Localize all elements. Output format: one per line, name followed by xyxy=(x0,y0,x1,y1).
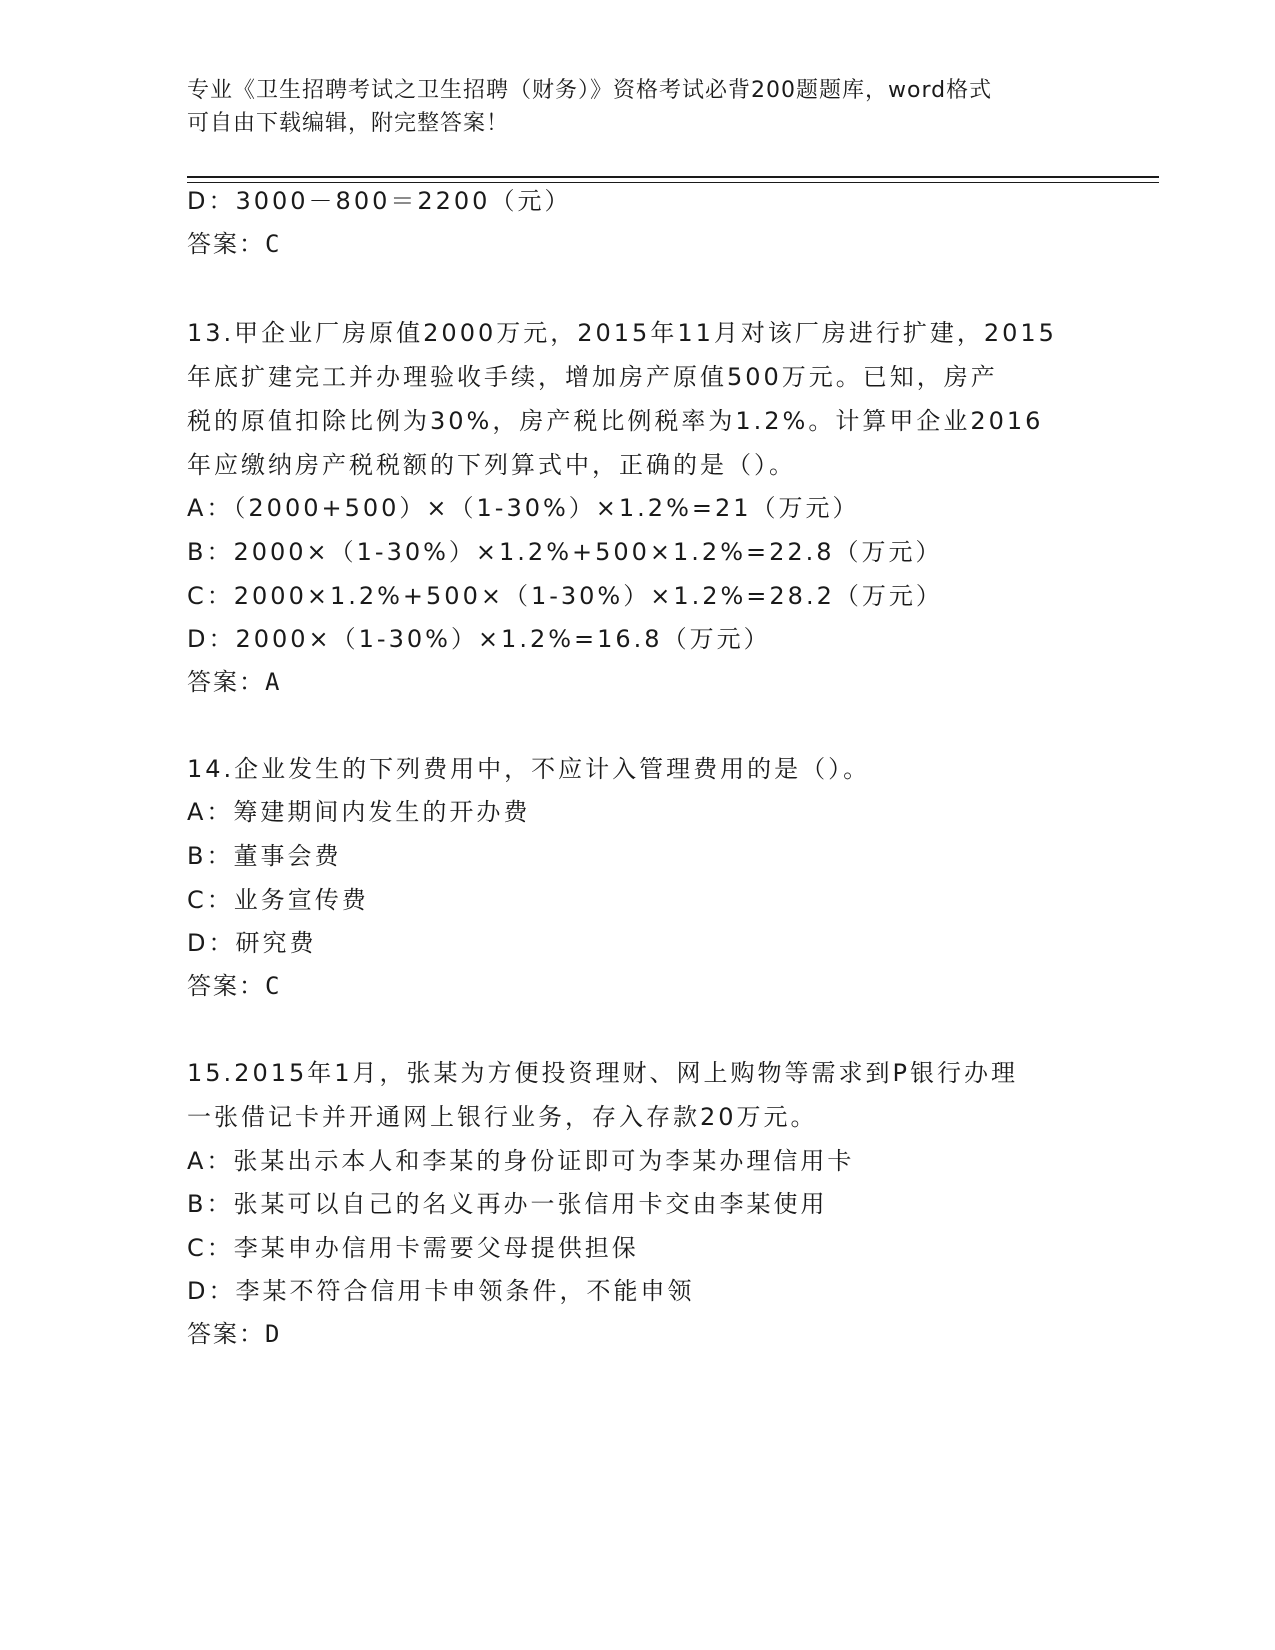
header-line-1: 专业《卫生招聘考试之卫生招聘（财务）》资格考试必背200题题库，word格式 xyxy=(187,78,993,103)
answer-value: C xyxy=(265,972,282,1000)
q12-option-d: D：3000－800＝2200（元） xyxy=(187,187,572,215)
q15-answer xyxy=(187,1319,281,1349)
q14-option-b: B：董事会费 xyxy=(187,842,342,870)
q15-option-c: C：李某申办信用卡需要父母提供担保 xyxy=(187,1234,639,1262)
q14-option-a: A：筹建期间内发生的开办费 xyxy=(187,798,531,826)
q14-answer xyxy=(187,971,281,1001)
q14-option-c: C：业务宣传费 xyxy=(187,886,369,914)
q13-option-c: C：2000×1.2%+500×（1-30%）×1.2%=28.2（万元） xyxy=(187,582,943,610)
q13-stem-line-1: 13.甲企业厂房原值2000万元，2015年11月对该厂房进行扩建，2015 xyxy=(187,319,1057,347)
answer-value: C xyxy=(265,230,282,258)
q13-option-d: D：2000×（1-30%）×1.2%=16.8（万元） xyxy=(187,625,771,653)
answer-label: 答案： xyxy=(187,972,265,1000)
q15-option-b: B：张某可以自己的名义再办一张信用卡交由李某使用 xyxy=(187,1190,828,1218)
q14-option-d: D：研究费 xyxy=(187,929,317,957)
header-divider-thick xyxy=(187,176,1159,178)
answer-value: D xyxy=(265,1320,282,1348)
answer-label: 答案： xyxy=(187,230,265,258)
answer-label: 答案： xyxy=(187,1320,265,1348)
header-divider-thin xyxy=(187,182,1159,183)
q13-stem-line-3: 税的原值扣除比例为30%，房产税比例税率为1.2%。计算甲企业2016 xyxy=(187,407,1044,435)
q13-answer xyxy=(187,667,281,697)
header-line-2: 可自由下载编辑，附完整答案！ xyxy=(187,111,510,136)
q13-stem-line-2: 年底扩建完工并办理验收手续，增加房产原值500万元。已知，房产 xyxy=(187,363,998,391)
q14-stem-line-1: 14.企业发生的下列费用中，不应计入管理费用的是（）。 xyxy=(187,755,871,783)
q13-stem-line-4: 年应缴纳房产税税额的下列算式中，正确的是（）。 xyxy=(187,451,796,479)
page-header xyxy=(187,74,1087,140)
q15-stem-line-2: 一张借记卡并开通网上银行业务，存入存款20万元。 xyxy=(187,1103,818,1131)
answer-label: 答案： xyxy=(187,668,265,696)
answer-value: A xyxy=(265,668,282,696)
q15-option-d: D：李某不符合信用卡申领条件，不能申领 xyxy=(187,1277,695,1305)
q15-stem-line-1: 15.2015年1月，张某为方便投资理财、网上购物等需求到P银行办理 xyxy=(187,1059,1018,1087)
q13-option-a: A：（2000+500）×（1-30%）×1.2%=21（万元） xyxy=(187,494,860,522)
q13-option-b: B：2000×（1-30%）×1.2%+500×1.2%=22.8（万元） xyxy=(187,538,943,566)
q15-option-a: A：张某出示本人和李某的身份证即可为李某办理信用卡 xyxy=(187,1147,855,1175)
q12-answer xyxy=(187,229,281,259)
